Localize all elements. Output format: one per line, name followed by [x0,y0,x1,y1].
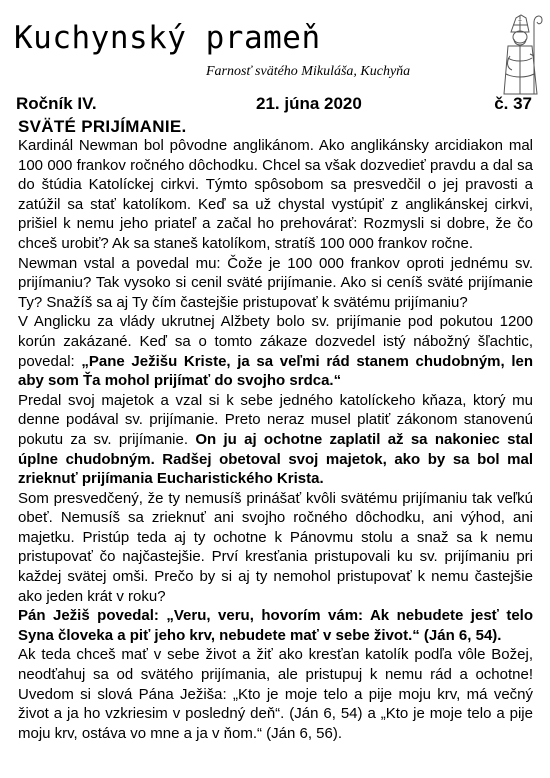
scripture-quote: Pán Ježiš povedal: „Veru, veru, hovorím vám: Ak nebudete jesť telo Syna človeka a piť jeho krv, nebudete mať v sebe život.“ (Ján 6, 54). [18,607,533,644]
article-paragraph: Som presvedčený, že ty nemusíš prinášať kvôli svätému prijímaniu tak veľkú obeť. Nemusíš sa zrieknuť ani svojho ročného dôchodku, ani výhod, ani majetku. Pristúp teda aj ty ochotne k Pánovmu stolu a snaž sa k nemu pristupovať čo najčastejšie. Prví kresťania pristupovali ku sv. prijímaniu pri každej svätej omši. Prečo by si aj ty nemohol pristupovať k nemu častejšie ako jeden krát v roku? [18,489,533,605]
emphasized-quote: „Pane Ježišu Kriste, ja sa veľmi rád stanem chudobným, len aby som Ťa mohol prijímať do svojho srdca.“ [18,352,533,390]
issue-number: č. 37 [494,94,532,113]
article-paragraph: Kardinál Newman bol pôvodne anglikánom. Ako anglikánsky arcidiakon mal 100 000 frankov ročného dôchodku. Chcel sa však dozvedieť pravdu a dal sa do štúdia Katolíckej cirkvi. Týmto spôsobom sa presvedčil o jej pravosti a zatúžil sa stať katolíkom. Keď sa už chystal vystúpiť z anglikánskej cirkvi, prišiel k nemu jeho priateľ a začal ho prehovárať: Rozmysli si dobre, že čo chceš urobiť? Ak sa staneš katolíkom, stratíš 100 000 frankov ročne. [18,137,533,252]
article-paragraph [18,606,533,645]
newsletter-title: Kuchynský prameň [14,20,321,56]
article-paragraph [18,312,533,390]
issue-volume: Ročník IV. [16,94,97,113]
masthead [14,20,321,56]
issue-info-bar [16,94,532,114]
article [18,117,533,743]
parish-subtitle: Farnosť svätého Mikuláša, Kuchyňa [206,64,411,79]
article-heading: SVÄTÉ PRIJÍMANIE. [18,117,187,136]
article-paragraph [18,391,533,489]
article-paragraph: Newman vstal a povedal mu: Čože je 100 000 frankov oproti jednému sv. prijímaniu? Tak vysoko si cenil sväté prijímanie. Ako si ceníš sväté prijímanie Ty? Snažíš sa aj Ty čím častejšie pristupovať k svätému prijímaniu? [18,254,533,311]
paragraph-text: Predal svoj majetok a vzal si k sebe jedného katolíckeho kňaza, ktorý mu denne podával sv. prijímanie. Preto neraz musel platiť zákonom stanovenú pokutu za sv. prijímanie. [18,391,533,448]
article-paragraph: Ak teda chceš mať v sebe život a žiť ako kresťan katolík podľa vôle Božej, neodťahuj sa od svätého prijímania, ale pristupuj k nemu rád a ochotne! Uvedom si slová Pána Ježiša: „Kto je moje telo a pije moju krv, má večný život a ja ho vzkriesim v posledný deň“. (Ján 6, 54) a „Kto je moje telo a pije moju krv, ostáva vo mne a ja v ňom.“ (Ján 6, 56). [18,646,533,742]
saint-nicholas-bishop-icon [494,12,546,96]
issue-date: 21. júna 2020 [256,94,362,113]
emphasized-text: On ju aj ochotne zaplatil až sa nakoniec stal úplne chudobným. Radšej obetoval svoj majetok, ako by sa bol mal zrieknuť prijímania Eucharistického Krista. [18,430,533,488]
paragraph-text: V Anglicku za vlády ukrutnej Alžbety bolo sv. prijímanie pod pokutou 1200 korún zakázané. Keď sa o tomto zákaze dozvedel istý nábožný šľachtic, povedal: [18,313,533,370]
